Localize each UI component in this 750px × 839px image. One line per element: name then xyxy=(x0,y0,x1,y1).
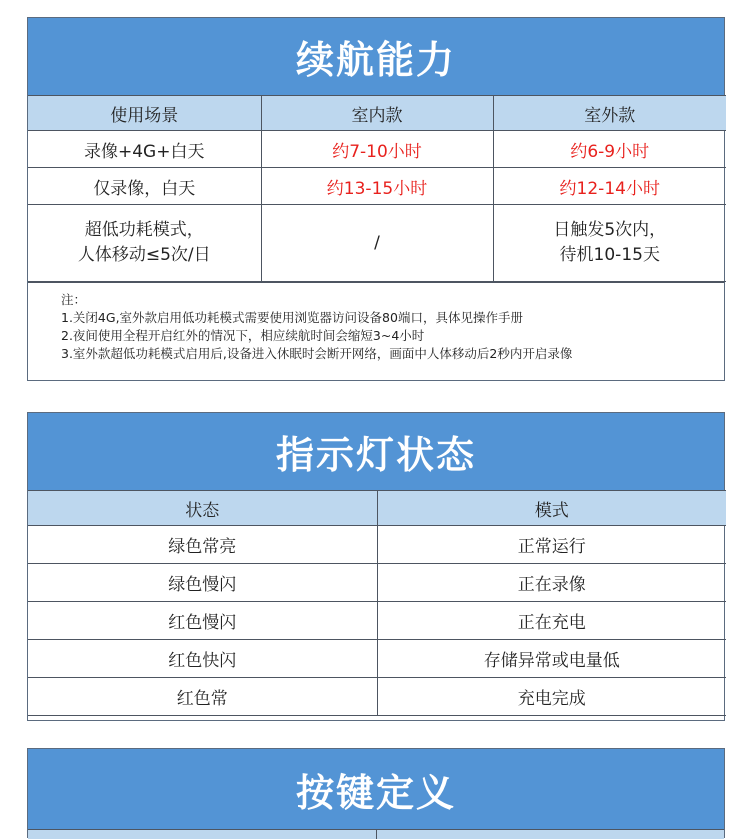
indoor-cell: / xyxy=(261,205,493,282)
outdoor-cell: 约12-14小时 xyxy=(493,168,726,205)
battery-notes xyxy=(28,282,724,363)
indicator-header-row xyxy=(28,491,726,526)
mode-cell: 正常运行 xyxy=(377,526,726,564)
state-cell: 红色常 xyxy=(28,678,377,716)
battery-section xyxy=(27,17,725,381)
buttons-section xyxy=(27,748,725,838)
buttons-header-cell xyxy=(376,829,725,839)
header-outdoor: 室外款 xyxy=(493,96,726,131)
battery-title: 续航能力 xyxy=(28,18,724,95)
table-row xyxy=(28,602,726,640)
table-row xyxy=(28,564,726,602)
buttons-title: 按键定义 xyxy=(28,749,724,829)
scene-line: 超低功耗模式， xyxy=(84,220,204,241)
indicator-section xyxy=(27,412,725,721)
mode-cell: 正在录像 xyxy=(377,564,726,602)
indoor-cell: 约13-15小时 xyxy=(261,168,493,205)
indoor-cell: 约7-10小时 xyxy=(261,131,493,168)
battery-table xyxy=(28,95,726,282)
mode-cell: 正在充电 xyxy=(377,602,726,640)
note-line: 2.夜间使用全程开启红外的情况下，相应续航时间会缩短3~4小时 xyxy=(61,328,425,343)
note-line: 3.室外款超低功耗模式启用后,设备进入休眠时会断开网络，画面中人体移动后2秒内开启录像 xyxy=(61,346,573,361)
buttons-header-row xyxy=(28,829,724,839)
mode-cell: 充电完成 xyxy=(377,678,726,716)
state-cell: 绿色慢闪 xyxy=(28,564,377,602)
buttons-header-cell xyxy=(28,829,376,839)
state-cell: 红色快闪 xyxy=(28,640,377,678)
header-scene: 使用场景 xyxy=(28,96,261,131)
outdoor-cell: 约6-9小时 xyxy=(493,131,726,168)
notes-label: 注： xyxy=(61,292,87,307)
outdoor-line: 日触发5次内， xyxy=(553,220,667,241)
header-state: 状态 xyxy=(28,491,377,526)
table-row xyxy=(28,640,726,678)
table-row xyxy=(28,205,726,282)
table-row xyxy=(28,168,726,205)
indicator-table xyxy=(28,490,726,716)
battery-header-row xyxy=(28,96,726,131)
state-cell: 红色慢闪 xyxy=(28,602,377,640)
indicator-title: 指示灯状态 xyxy=(28,413,724,490)
scene-cell: 录像+4G+白天 xyxy=(28,131,261,168)
scene-line: 人体移动≤5次/日 xyxy=(77,245,211,265)
mode-cell: 存储异常或电量低 xyxy=(377,640,726,678)
table-row xyxy=(28,678,726,716)
state-cell: 绿色常亮 xyxy=(28,526,377,564)
table-row xyxy=(28,526,726,564)
outdoor-line: 待机10-15天 xyxy=(559,245,660,265)
header-indoor: 室内款 xyxy=(261,96,493,131)
scene-cell xyxy=(28,205,261,282)
header-mode: 模式 xyxy=(377,491,726,526)
note-line: 1.关闭4G,室外款启用低功耗模式需要使用浏览器访问设备80端口，具体见操作手册 xyxy=(61,310,523,325)
table-row xyxy=(28,131,726,168)
outdoor-cell xyxy=(493,205,726,282)
scene-cell: 仅录像，白天 xyxy=(28,168,261,205)
